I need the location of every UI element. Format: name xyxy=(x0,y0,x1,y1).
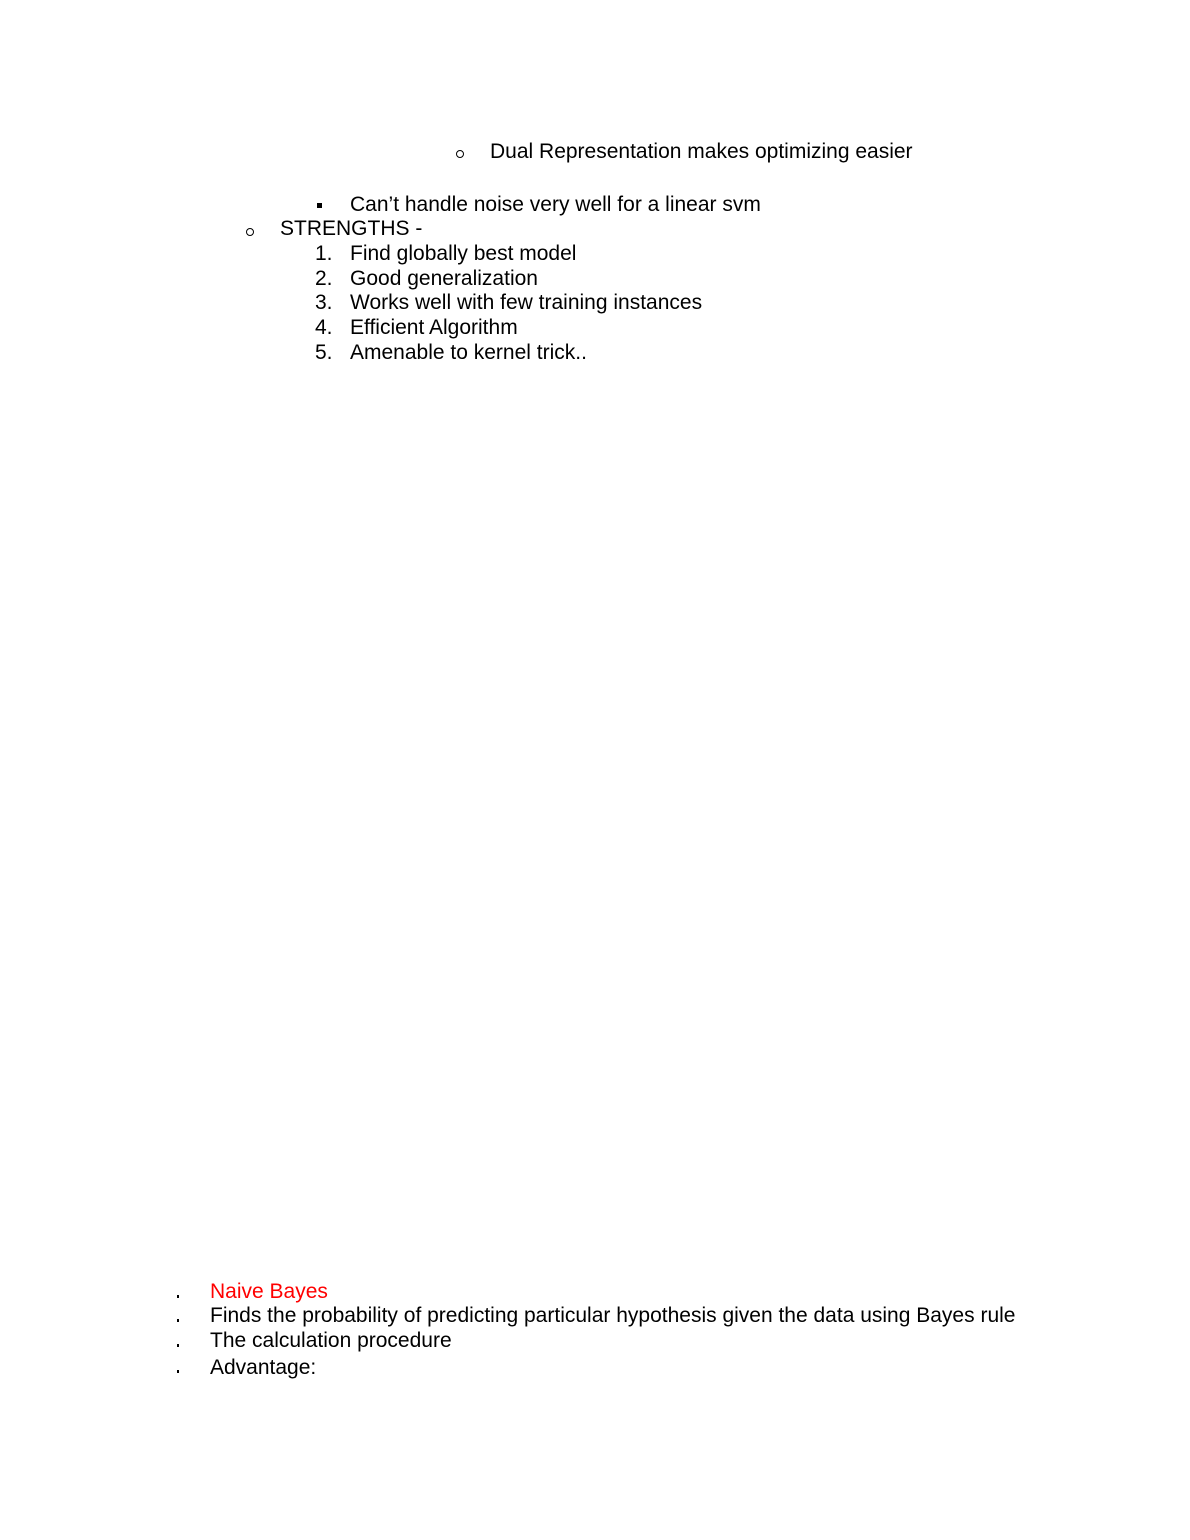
dot-bullet-icon xyxy=(177,1319,179,1322)
square-bullet-icon xyxy=(317,203,322,208)
dot-bullet-icon xyxy=(177,1295,179,1298)
list-number: 2. xyxy=(315,267,333,290)
noise-item: Can’t handle noise very well for a linear svm xyxy=(350,193,761,216)
list-item-text: Find globally best model xyxy=(350,242,577,265)
list-item-text: Amenable to kernel trick.. xyxy=(350,341,587,364)
list-number: 3. xyxy=(315,291,333,314)
strengths-heading: STRENGTHS - xyxy=(280,217,423,240)
dot-bullet-icon xyxy=(177,1344,179,1347)
list-item: The calculation procedure xyxy=(210,1329,452,1352)
list-number: 5. xyxy=(315,341,333,364)
list-item: Advantage: xyxy=(210,1356,317,1379)
list-item: Finds the probability of predicting particular hypothesis given the data using Bayes rule xyxy=(210,1304,1016,1327)
list-number: 4. xyxy=(315,316,333,339)
circle-bullet-icon xyxy=(456,150,464,158)
list-item-text: Works well with few training instances xyxy=(350,291,703,314)
circle-bullet-icon xyxy=(246,228,254,236)
list-number: 1. xyxy=(315,242,333,265)
naive-bayes-title: Naive Bayes xyxy=(210,1280,328,1303)
list-item-text: Efficient Algorithm xyxy=(350,316,518,339)
dual-representation-item: Dual Representation makes optimizing easier xyxy=(490,140,913,163)
list-item-text: Good generalization xyxy=(350,267,538,290)
dot-bullet-icon xyxy=(177,1370,179,1373)
